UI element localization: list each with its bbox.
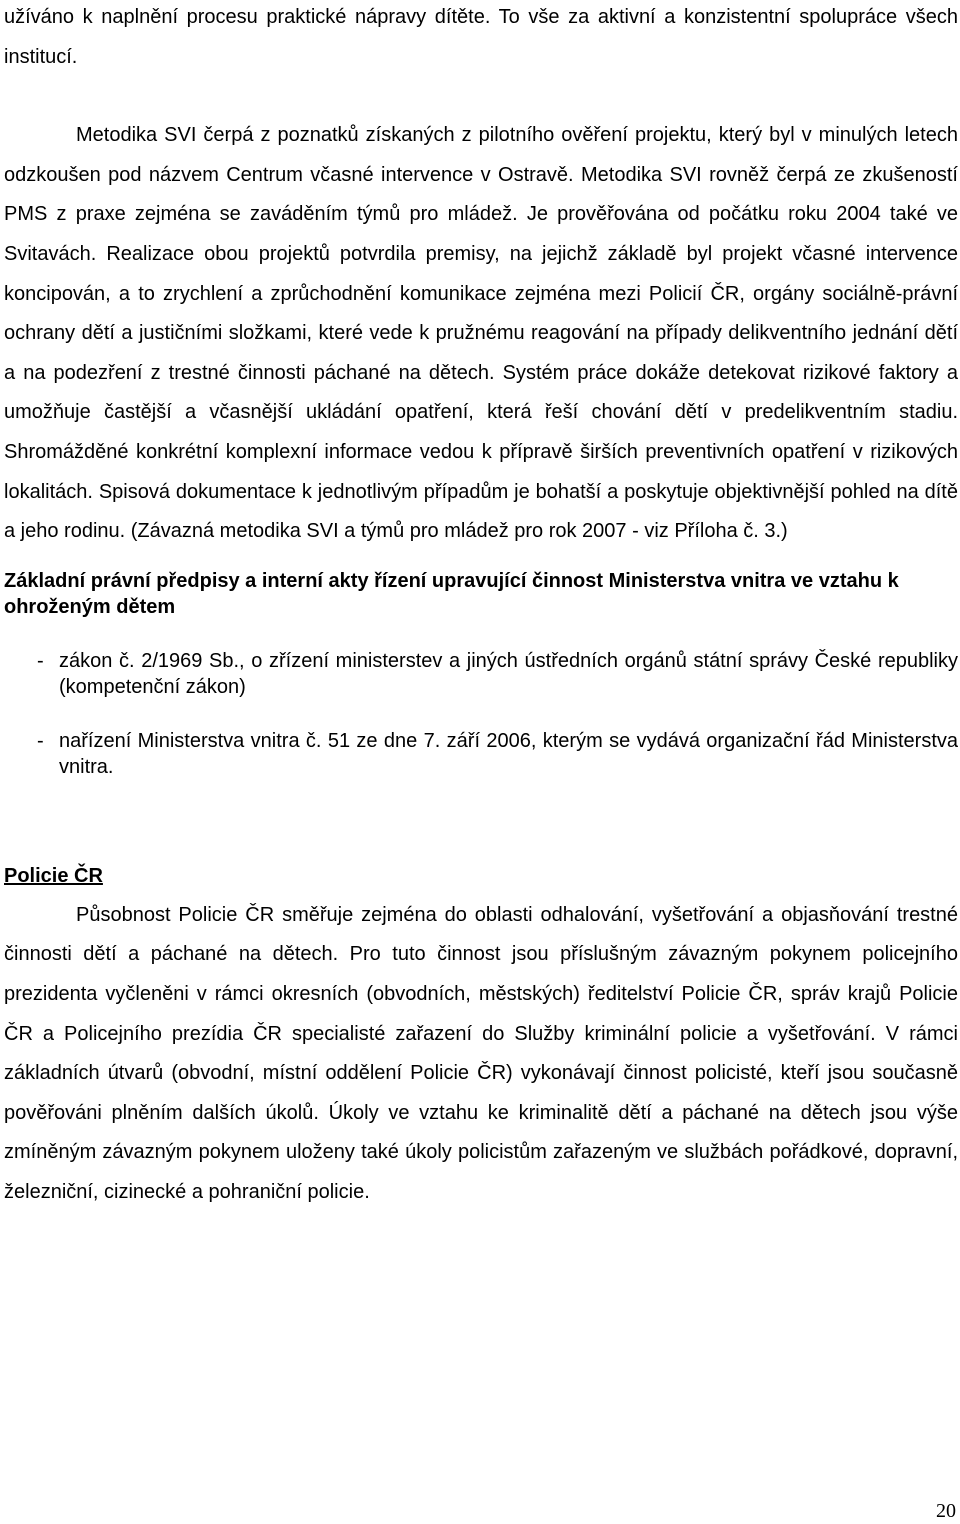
list-dash: - — [37, 729, 44, 752]
police-section-title: Policie ČR — [4, 864, 103, 887]
list-dash: - — [37, 649, 44, 672]
document-page — [4, 0, 958, 1212]
legal-acts-list — [4, 648, 958, 780]
paragraph-policie-body: Působnost Policie ČR směřuje zejména do oblasti odhalování, vyšetřování a objasňování trestné činnosti dětí a páchané na dětech. Pro tuto činnost jsou příslušným závazným pokynem policejního prezidenta vyčleněni v rámci okresních (obvodních, městských) ředitelství Policie ČR, správ krajů Policie ČR a Policejního prezídia ČR specialisté zařazení do Služby kriminální policie a vyšetřování. V rámci základních útvarů (obvodní, místní oddělení Policie ČR) vykonávají činnost policisté, kteří jsou současně pověřováni plněním dalších úkolů. Úkoly ve vztahu ke kriminalitě dětí a páchané na dětech jsou výše zmíněným závazným pokynem uloženy také úkoly policistům zařazeným ve službách pořádkové, dopravní, železniční, cizinecké a pohraniční policie. — [4, 903, 958, 1203]
legal-section-heading: Základní právní předpisy a interní akty řízení upravující činnost Ministerstva vnitra ve vztahu k ohroženým dětem — [4, 569, 899, 618]
list-item — [4, 648, 958, 700]
page-number: 20 — [936, 1500, 956, 1522]
list-item-text: nařízení Ministerstva vnitra č. 51 ze dne 7. září 2006, kterým se vydává organizační řád Ministerstva vnitra. — [59, 729, 958, 778]
list-item — [4, 728, 958, 780]
paragraph-intro-tail: užíváno k naplnění procesu praktické nápravy dítěte. To vše za aktivní a konzistentní spolupráce všech institucí. — [4, 6, 958, 68]
paragraph-metodika-svi: Metodika SVI čerpá z poznatků získaných z pilotního ověření projektu, který byl v minulých letech odzkoušen pod názvem Centrum včasné intervence v Ostravě. Metodika SVI rovněž čerpá ze zkušeností PMS z praxe zejména se zaváděním týmů pro mládež. Je prověřována od počátku roku 2004 také ve Svitavách. Realizace obou projektů potvrdila premisy, na jejichž základě byl projekt včasné intervence koncipován, a to zrychlení a zprůchodnění komunikace zejména mezi Policií ČR, orgány sociálně-právní ochrany dětí a justičními složkami, které vede k pružnému reagování na případy delikventního jednání dětí a na podezření z trestné činnosti páchané na dětech. Systém práce dokáže detekovat rizikové faktory a umožňuje častější a včasnější ukládání opatření, která řeší chování dětí v predelikventním stadiu. Shromážděné konkrétní komplexní informace vedou k přípravě širších preventivních opatření v rizikových lokalitách. Spisová dokumentace k jednotlivým případům je bohatší a poskytuje objektivnější pohled na dítě a jeho rodinu. (Závazná metodika SVI a týmů pro mládež pro rok 2007 - viz Příloha č. 3.) — [4, 124, 958, 543]
list-item-text: zákon č. 2/1969 Sb., o zřízení ministerstev a jiných ústředních orgánů státní správy České republiky (kompetenční zákon) — [59, 649, 958, 698]
